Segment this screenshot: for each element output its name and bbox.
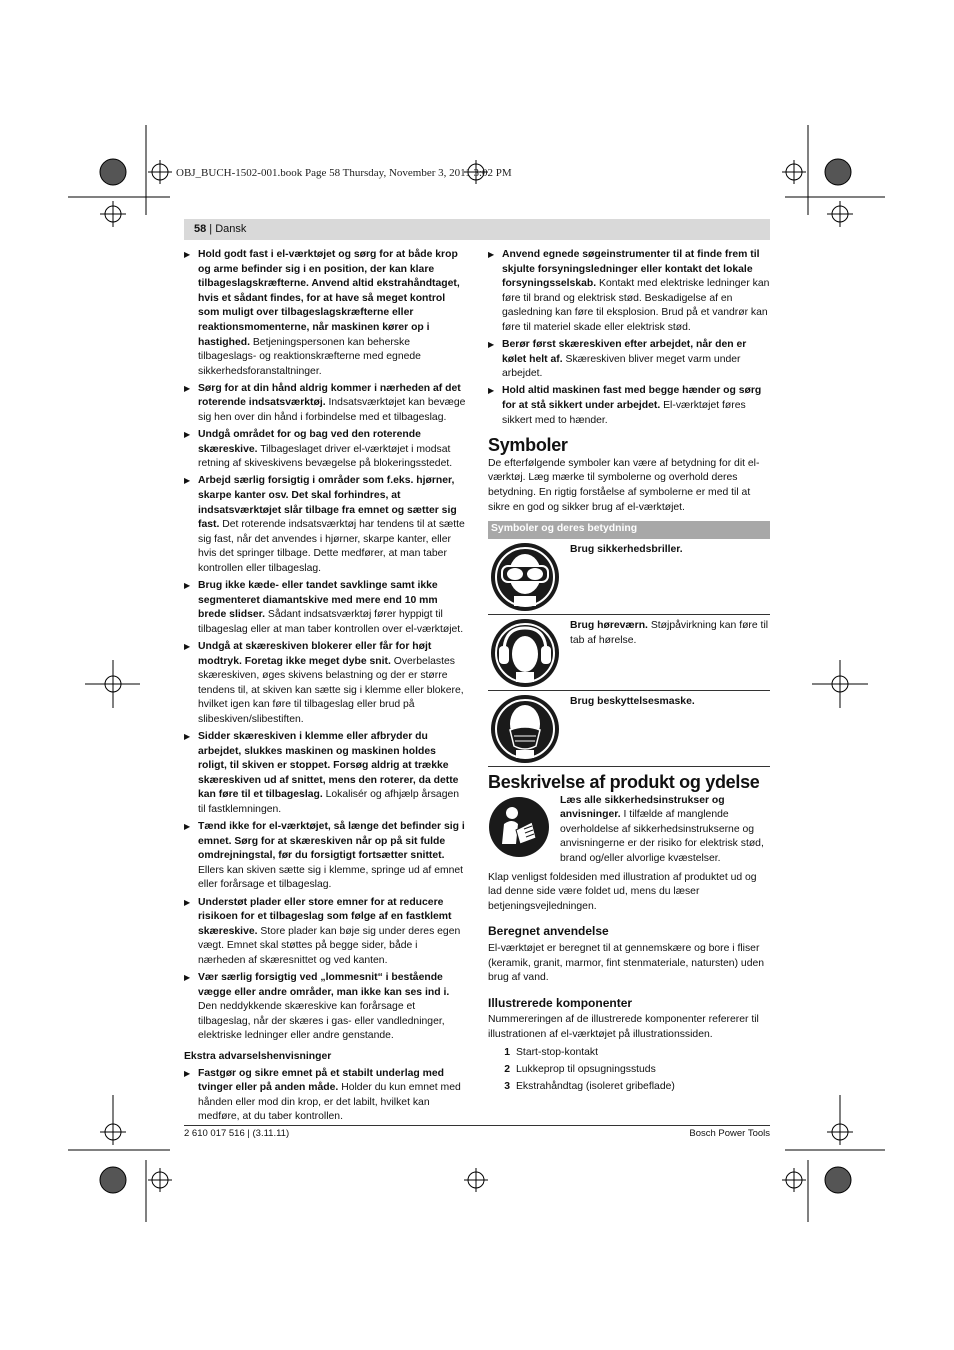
read-manual-icon — [488, 796, 550, 858]
bullet-item — [488, 338, 770, 382]
footer-doc-number: 2 610 017 516 | (3.11.11) — [184, 1128, 290, 1139]
bullet-text: Ellers kan skiven sætte sig i klemme, springe ud af emnet eller forårsage et tilbageslag. — [198, 864, 464, 891]
dust-mask-icon — [490, 694, 560, 764]
right-column — [488, 248, 770, 1097]
bullet-text: Indsatsværktøjet kan bevæge sig hen over din hånd i forbindelse med et tilbageslag. — [198, 397, 466, 424]
bullet-item — [488, 384, 770, 428]
bullet-item — [184, 428, 466, 472]
components-list — [488, 1046, 770, 1095]
component-item — [488, 1063, 770, 1078]
component-item — [488, 1080, 770, 1095]
component-number: 3 — [504, 1080, 510, 1092]
bullet-bold-text: Arbejd særlig forsigtig i områder som f.eks. hjørner, skarpe kanter osv. Det skal forhindres, at indsatsværktøjet slår tilbage fra emnet og sætter sig fast. — [198, 475, 457, 531]
intended-use-heading: Beregnet anvendelse — [488, 924, 609, 939]
bullet-text: Kontakt med elektriske ledninger kan føre til brand og elektrisk stød. Beskadigelse af en gasledning kan føre til eksplosion. Brud på et vandrør kan føre til materiel skade eller elektrisk stød. — [502, 278, 770, 333]
component-label: Ekstrahåndtag (isoleret gribeflade) — [516, 1080, 675, 1092]
symbol-ear-text: Støjpåvirkning kan føre til tab af hørelse. — [570, 620, 769, 646]
left-bullet-list — [184, 248, 466, 1044]
component-item — [488, 1046, 770, 1061]
bullet-bold-text: Fastgør og sikre emnet på et stabilt underlag med tvinger eller på anden måde. — [198, 1067, 444, 1094]
bullet-item — [184, 971, 466, 1044]
safety-glasses-icon — [490, 542, 560, 612]
symbols-table-header: Symboler og deres betydning — [488, 521, 770, 539]
symbol-mask-label: Brug beskyttelsesmaske. — [570, 696, 695, 708]
bullet-text: Betjeningspersonen kan beherske tilbageslags- og reaktionskræfterne med egnede sikkerhedsforanstaltninger. — [198, 336, 421, 377]
bullet-item — [184, 382, 466, 426]
symbol-row-glasses — [488, 539, 770, 615]
bullet-item — [184, 248, 466, 379]
footer-brand: Bosch Power Tools — [689, 1128, 770, 1139]
bullet-bold-text: Berør først skæreskiven efter arbejdet, når den er kølet helt af. — [502, 339, 747, 365]
symbol-row-mask — [488, 691, 770, 767]
symbol-ear-label: Brug høreværn. — [570, 620, 648, 632]
bullet-text: Tilbageslaget driver el-værktøjet i modsat retning af skiveskivens bevægelse på blokeringsstedet. — [198, 443, 453, 470]
bullet-bold-text: Undgå at skæreskiven blokerer eller får for højt modtryk. Foretag ikke meget dybe snit. — [198, 640, 432, 667]
extra-warnings-heading: Ekstra advarselshenvisninger — [184, 1050, 332, 1062]
bullet-item — [184, 896, 466, 969]
intended-use-text: El-værktøjet er beregnet til at gennemskære og bore i fliser (keramik, granit, marmor, fint stenmateriale, natursten) uden brug af vand. — [488, 943, 765, 984]
left-column — [184, 248, 466, 1127]
bullet-item — [184, 1067, 466, 1125]
print-info-line: OBJ_BUCH-1502-001.book Page 58 Thursday, November 3, 2011 3:02 PM — [176, 167, 512, 179]
bullet-bold-text: Sidder skæreskiven i klemme eller afbryder du arbejdet, slukkes maskinen og maskinen holdes roligt, til skiven er stoppet. Forsøg aldrig at trække skæreskiven ud af snittet, mens den roterer, da dette kan føre til et tilbageslag. — [198, 731, 459, 801]
header-separator: | — [206, 223, 216, 235]
component-label: Start-stop-kontakt — [516, 1046, 599, 1058]
component-number: 2 — [504, 1063, 510, 1075]
read-instructions-block — [488, 794, 770, 867]
bullet-item — [184, 640, 466, 728]
read-instructions-text: I tilfælde af manglende overholdelse af sikkerhedsinstrukserne og anvisningerne er der risiko for elektrisk stød, brand og/eller alvorlige kvæstelser. — [560, 809, 764, 865]
bullet-item — [184, 820, 466, 893]
right-bullet-list — [488, 248, 770, 428]
bullet-item — [488, 248, 770, 336]
ear-protection-icon — [490, 618, 560, 688]
bullet-bold-text: Brug ikke kæde- eller tandet savklinge samt ikke segmenteret diamantskive med mere end 10 mm brede slidser. — [198, 580, 438, 621]
bullet-text: Overbelastes skæreskiven, øges skivens belastning og der er større tendens til, at skiven kan sætte sig i klemme eller blokere, hvilket igen kan føre til tilbageslag eller brud på slibeskiven/slibestiften. — [198, 655, 464, 725]
bullet-text: Sådant indsatsværktøj fører hyppigt til tilbageslag eller at man taber kontrollen over el-værktøjet. — [198, 609, 464, 635]
bullet-bold-text: Undgå området for og bag ved den roterende skæreskive. — [198, 429, 421, 455]
bullet-text: El-værktøjet føres sikkert med to hænder. — [502, 399, 746, 426]
extra-bullet-list — [184, 1067, 466, 1125]
bullet-text: Holder du kun emnet med hånden eller mod din krop, er det labilt, hvilket kan medføre, at du taber kontrollen. — [198, 1082, 461, 1123]
header-language: Dansk — [215, 223, 247, 235]
components-heading: Illustrerede komponenter — [488, 995, 633, 1010]
page-footer — [184, 1125, 770, 1139]
component-label: Lukkeprop til opsugningsstuds — [516, 1063, 656, 1075]
bullet-bold-text: Hold altid maskinen fast med begge hænder og sørg for at stå sikkert under arbejdet. — [502, 385, 762, 411]
page-number: 58 — [194, 223, 207, 235]
bullet-text: Skæreskiven bliver meget varm under arbejdet. — [502, 353, 741, 380]
symbol-glasses-label: Brug sikkerhedsbriller. — [570, 544, 683, 556]
description-heading: Beskrivelse af produkt og ydelse — [488, 772, 760, 793]
bullet-text: Store plader kan bøje sig under deres egen vægt. Emnet skal støttes på begge sider, både i nærheden af skæresnittet og ved kanten. — [198, 925, 461, 966]
bullet-item — [184, 579, 466, 637]
component-number: 1 — [504, 1046, 510, 1058]
bullet-bold-text: Hold godt fast i el-værktøjet og sørg for at både krop og arme befinder sig i en position, der kan klare tilbageslagskræfterne. Anvend altid ekstrahåndtaget, hvis et sådant findes, for at have så meget kontrol som muligt over tilbageslagskræfterne eller reaktionsmomenterne, når maskinen kører op i hastighed. — [198, 249, 460, 348]
components-intro: Nummereringen af de illustrerede komponenter refererer til illustrationen af el-værktøjet på illustrationssiden. — [488, 1014, 759, 1040]
read-instructions-bold: Læs alle sikkerhedsinstrukser og anvisninger. — [560, 794, 725, 821]
bullet-text: Lokalisér og afhjælp årsagen til fastklemningen. — [198, 789, 460, 815]
bullet-bold-text: Understøt plader eller store emner for at reducere risikoen for et tilbageslag som følge af en fastklemt skæreskive. — [198, 896, 452, 937]
symbols-intro: De efterfølgende symboler kan være af betydning for dit el-værktøj. Læg mærke til symbolerne og overhold deres betydning. En rigtig forståelse af symbolerne er med til at sikre en god og sikker brug af el-værktøjet. — [488, 457, 760, 513]
fold-text: Klap venligst foldesiden med illustration af produktet ud og lad denne side være foldet ud, mens du læser betjeningsvejledningen. — [488, 871, 757, 912]
bullet-bold-text: Sørg for at din hånd aldrig kommer i nærheden af det roterende indsatsværktøj. — [198, 382, 461, 409]
page-header-bar — [184, 219, 770, 240]
page-header — [194, 223, 246, 235]
bullet-text: Det roterende indsatsværktøj har tendens til at sætte sig fast, når det anvendes i hjørner, skarpe kanter, eller hvis det springer tilbage. Dette medfører, at man taber kontrollen eller tilbageslag. — [198, 519, 465, 574]
symbol-row-ear — [488, 615, 770, 691]
symbols-heading: Symboler — [488, 435, 568, 456]
bullet-text: Den neddykkende skæreskive kan forårsage et tilbageslag, når der skæres i gas- eller vandledninger, elektriske ledninger eller andre genstande. — [198, 1001, 445, 1042]
bullet-bold-text: Tænd ikke for el-værktøjet, så længe det befinder sig i emnet. Sørg for at skæreskiven når op på sit fulde omdrejningstal, før du forsigtigt fortsætter snittet. — [198, 821, 465, 862]
bullet-bold-text: Anvend egnede søgeinstrumenter til at finde frem til skjulte forsyningsledninger eller kontakt det lokale forsyningsselskab. — [502, 249, 760, 290]
bullet-item — [184, 474, 466, 576]
bullet-item — [184, 730, 466, 818]
bullet-bold-text: Vær særlig forsigtig ved „lommesnit“ i bestående vægge eller andre områder, man ikke kan ses ind i. — [198, 972, 450, 998]
